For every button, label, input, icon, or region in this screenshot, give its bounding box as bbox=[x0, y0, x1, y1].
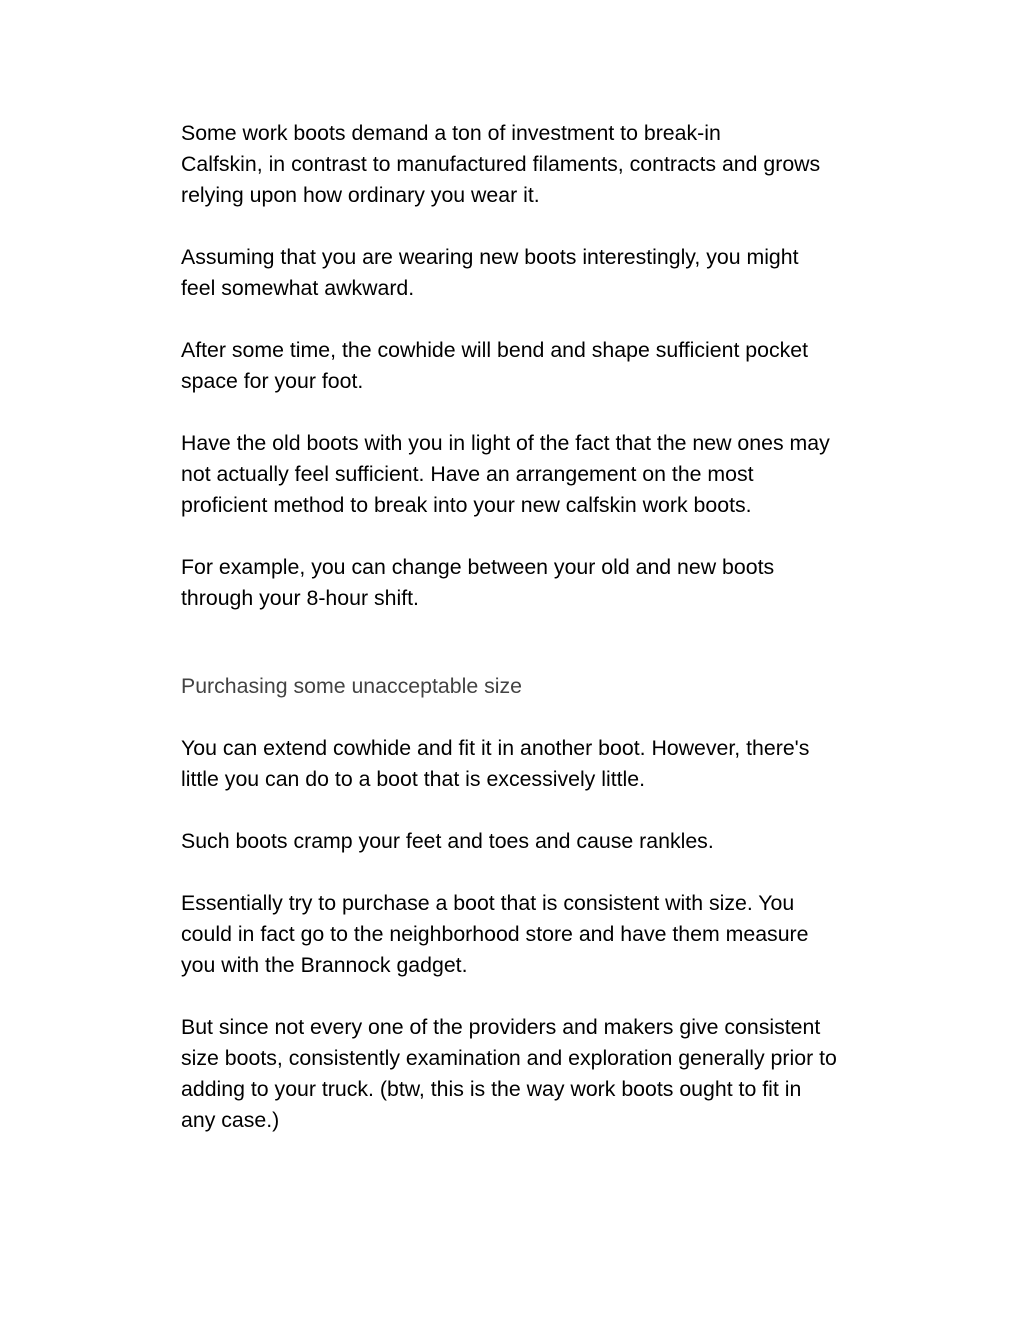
paragraph-extend-cowhide: You can extend cowhide and fit it in another boot. However, there's little you can do to a boot that is excessively little. bbox=[181, 736, 810, 791]
paragraph-break-in: Some work boots demand a ton of investment to break-in Calfskin, in contrast to manufactured filaments, contracts and grows relying upon how ordinary you wear it. bbox=[181, 121, 821, 207]
paragraph-shift: For example, you can change between your old and new boots through your 8-hour shift. bbox=[181, 555, 775, 610]
document-page bbox=[181, 118, 911, 1167]
paragraph-cowhide-bend: After some time, the cowhide will bend and shape sufficient pocket space for your foot. bbox=[181, 338, 809, 393]
paragraph-cramp: Such boots cramp your feet and toes and cause rankles. bbox=[181, 829, 714, 853]
section-heading: Purchasing some unacceptable size bbox=[181, 674, 522, 698]
paragraph-brannock: Essentially try to purchase a boot that is consistent with size. You could in fact go to the neighborhood store and have them measure you with the Brannock gadget. bbox=[181, 891, 809, 977]
paragraph-awkward: Assuming that you are wearing new boots interestingly, you might feel somewhat awkward. bbox=[181, 245, 799, 300]
paragraph-providers: But since not every one of the providers and makers give consistent size boots, consistently examination and exploration generally prior to adding to your truck. (btw, this is the way work boots ought to fit in any case.) bbox=[181, 1015, 837, 1132]
paragraph-old-boots: Have the old boots with you in light of the fact that the new ones may not actually feel sufficient. Have an arrangement on the most proficient method to break into your new calfskin work boots. bbox=[181, 431, 830, 517]
